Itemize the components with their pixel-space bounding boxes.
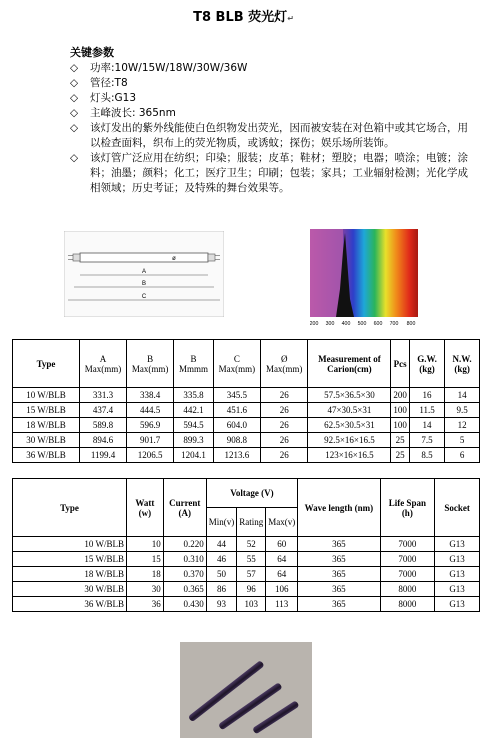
table-cell: 46 xyxy=(206,552,237,567)
table-cell: 10 W/BLB xyxy=(13,537,127,552)
col-type-header: Type xyxy=(13,479,127,537)
tube-outline xyxy=(80,253,208,262)
diamond-bullet-icon: ◇ xyxy=(70,77,79,89)
table-cell: 14 xyxy=(445,388,480,403)
dimension-a-label: A xyxy=(141,269,147,275)
table-cell: 0.365 xyxy=(163,582,206,597)
table-cell: 96 xyxy=(237,582,266,597)
left-cap xyxy=(73,254,80,261)
table-cell: 365 xyxy=(298,597,380,612)
table-cell: 26 xyxy=(260,433,307,448)
tube-dimension-diagram xyxy=(64,231,224,317)
table-row xyxy=(13,567,480,582)
table-cell: 442.1 xyxy=(174,403,214,418)
bullet-item xyxy=(70,76,470,91)
table-cell: 12 xyxy=(445,418,480,433)
table-cell: 200 xyxy=(391,388,410,403)
table-header-row xyxy=(13,479,480,508)
col-vmin-header: Min(v) xyxy=(206,508,237,537)
key-params-list xyxy=(70,61,470,196)
table-cell: 8000 xyxy=(380,582,435,597)
return-mark: ↵ xyxy=(287,14,294,23)
table-row xyxy=(13,537,480,552)
table-cell: 596.9 xyxy=(127,418,174,433)
table-cell: 62.5×30.5×31 xyxy=(308,418,391,433)
table-cell: 908.8 xyxy=(213,433,260,448)
product-photo xyxy=(180,642,312,738)
table-row xyxy=(13,582,480,597)
table-cell: 7.5 xyxy=(409,433,444,448)
tube-short xyxy=(252,700,299,734)
tube-long xyxy=(188,660,265,722)
key-params-heading-text: 关键参数 xyxy=(70,46,114,59)
bullet-item xyxy=(70,106,470,121)
diamond-bullet-icon: ◇ xyxy=(70,92,79,104)
table-cell: G13 xyxy=(435,552,480,567)
table-cell: 103 xyxy=(237,597,266,612)
table-header-row xyxy=(13,340,480,388)
table-cell: 30 W/BLB xyxy=(13,582,127,597)
diameter-label: ø xyxy=(172,256,176,262)
table-row xyxy=(13,448,480,463)
table-row xyxy=(13,597,480,612)
table-cell: 0.430 xyxy=(163,597,206,612)
table-row xyxy=(13,403,480,418)
table-cell: 0.370 xyxy=(163,567,206,582)
table-cell: 36 W/BLB xyxy=(13,448,80,463)
table-cell: 100 xyxy=(391,418,410,433)
table-cell: 365 xyxy=(298,567,380,582)
bullet-text: 管径:T8 xyxy=(90,77,128,89)
emission-spectrum-image xyxy=(310,229,418,327)
table-cell: 26 xyxy=(260,448,307,463)
table-cell: 444.5 xyxy=(127,403,174,418)
title-text: T8 BLB 荧光灯 xyxy=(193,10,288,25)
table-cell: 50 xyxy=(206,567,237,582)
table-cell: 44 xyxy=(206,537,237,552)
table-cell: 899.3 xyxy=(174,433,214,448)
col-diameter-header: Ø Max(mm) xyxy=(260,340,307,388)
col-carton-header: Measurement of Carion(cm) xyxy=(308,340,391,388)
col-wavelength-header: Wave length (nm) xyxy=(298,479,380,537)
col-a-header: A Max(mm) xyxy=(80,340,127,388)
table-cell: 451.6 xyxy=(213,403,260,418)
col-socket-header: Socket xyxy=(435,479,480,537)
bullet-text: 该灯管广泛应用在纺织；印染；服装；皮革；鞋材；塑胶；电器；喷涂；电镀；涂料；油墨；颜料；化工；医疗卫生；印刷；包装；家具；工业辐射检测；光化学成相领域；历史考证；及特殊的舞台效果等。 xyxy=(90,152,468,194)
bullet-item xyxy=(70,121,470,151)
table-cell: 0.220 xyxy=(163,537,206,552)
table-cell: 365 xyxy=(298,582,380,597)
table-cell: 57 xyxy=(237,567,266,582)
col-lifespan-header: Life Span (h) xyxy=(380,479,435,537)
dimension-b-label: B xyxy=(141,281,147,287)
col-type-header: Type xyxy=(13,340,80,388)
table-cell: 894.6 xyxy=(80,433,127,448)
table-cell: G13 xyxy=(435,537,480,552)
table-cell: 16 xyxy=(409,388,444,403)
bullet-item xyxy=(70,151,470,196)
col-nw-header: N.W.(kg) xyxy=(445,340,480,388)
bullet-item xyxy=(70,91,470,106)
diamond-bullet-icon: ◇ xyxy=(70,122,79,134)
table-cell: 1206.5 xyxy=(127,448,174,463)
spectrum-tick-label: 500 xyxy=(357,321,367,327)
bullet-text: 功率:10W/15W/18W/30W/36W xyxy=(90,62,248,74)
bullet-item xyxy=(70,61,470,76)
bullet-text: 主峰波长: 365nm xyxy=(90,107,176,119)
table-cell: G13 xyxy=(435,567,480,582)
table-cell: 901.7 xyxy=(127,433,174,448)
table-cell: 15 W/BLB xyxy=(13,403,80,418)
table-cell: 331.3 xyxy=(80,388,127,403)
table-cell: 1213.6 xyxy=(213,448,260,463)
diamond-bullet-icon: ◇ xyxy=(70,62,79,74)
table-cell: 25 xyxy=(391,448,410,463)
table-cell: 64 xyxy=(266,567,298,582)
table-cell: 365 xyxy=(298,537,380,552)
table-cell: 604.0 xyxy=(213,418,260,433)
table-cell: G13 xyxy=(435,597,480,612)
table-cell: 30 xyxy=(126,582,163,597)
table-cell: 52 xyxy=(237,537,266,552)
table-cell: 92.5×16×16.5 xyxy=(308,433,391,448)
col-current-header: Current (A) xyxy=(163,479,206,537)
table-cell: 57.5×36.5×30 xyxy=(308,388,391,403)
spectrum-tick-label: 400 xyxy=(341,321,351,327)
table-cell: 338.4 xyxy=(127,388,174,403)
table-cell: 26 xyxy=(260,388,307,403)
diamond-bullet-icon: ◇ xyxy=(70,152,79,164)
col-b-max-header: B Max(mm) xyxy=(127,340,174,388)
bullet-text: 灯头:G13 xyxy=(90,92,137,104)
table-cell: 10 W/BLB xyxy=(13,388,80,403)
table-cell: 18 W/BLB xyxy=(13,567,127,582)
table-cell: 15 xyxy=(126,552,163,567)
table-row xyxy=(13,418,480,433)
table-cell: 335.8 xyxy=(174,388,214,403)
electrical-table xyxy=(12,478,480,612)
table-cell: G13 xyxy=(435,582,480,597)
table-cell: 100 xyxy=(391,403,410,418)
right-cap xyxy=(208,254,215,261)
col-b-min-header: B Mmmm xyxy=(174,340,214,388)
key-params-heading xyxy=(70,44,114,60)
table-cell: 1199.4 xyxy=(80,448,127,463)
table-cell: 86 xyxy=(206,582,237,597)
table-row xyxy=(13,552,480,567)
spectrum-tick-label: 600 xyxy=(373,321,383,327)
diamond-bullet-icon: ◇ xyxy=(70,107,79,119)
table-cell: 26 xyxy=(260,403,307,418)
col-vmax-header: Max(v) xyxy=(266,508,298,537)
spectrum-tick-label: 200 xyxy=(310,321,319,327)
spectrum-tick-label: 700 xyxy=(389,321,399,327)
table-cell: 437.4 xyxy=(80,403,127,418)
spectrum-tick-label: 800 xyxy=(406,321,416,327)
table-cell: 25 xyxy=(391,433,410,448)
table-cell: 36 W/BLB xyxy=(13,597,127,612)
table-cell: 123×16×16.5 xyxy=(308,448,391,463)
table-row xyxy=(13,388,480,403)
dimensions-table xyxy=(12,339,480,463)
table-cell: 18 xyxy=(126,567,163,582)
table-cell: 1204.1 xyxy=(174,448,214,463)
table-cell: 10 xyxy=(126,537,163,552)
col-watt-header: Watt (w) xyxy=(126,479,163,537)
spectrum-tick-label: 300 xyxy=(325,321,335,327)
table-row xyxy=(13,433,480,448)
bullet-text: 该灯发出的紫外线能使白色织物发出荧光，因而被安装在对色箱中或其它场合，用以检查面料，织布上的荧光物质，或诱蚊；探伤；娱乐场所装饰。 xyxy=(90,122,468,149)
table-cell: 0.310 xyxy=(163,552,206,567)
table-cell: 14 xyxy=(409,418,444,433)
table-cell: 30 W/BLB xyxy=(13,433,80,448)
table-cell: 589.8 xyxy=(80,418,127,433)
table-cell: 18 W/BLB xyxy=(13,418,80,433)
table-cell: 113 xyxy=(266,597,298,612)
table-cell: 60 xyxy=(266,537,298,552)
table-cell: 106 xyxy=(266,582,298,597)
page-title xyxy=(0,6,487,25)
col-c-header: C Max(mm) xyxy=(213,340,260,388)
col-pcs-header: Pcs xyxy=(391,340,410,388)
table-cell: 8.5 xyxy=(409,448,444,463)
table-cell: 93 xyxy=(206,597,237,612)
col-voltage-header: Voltage (V) xyxy=(206,479,298,508)
table-cell: 9.5 xyxy=(445,403,480,418)
table-cell: 5 xyxy=(445,433,480,448)
table-cell: 345.5 xyxy=(213,388,260,403)
table-cell: 36 xyxy=(126,597,163,612)
table-cell: 7000 xyxy=(380,552,435,567)
dimension-c-label: C xyxy=(141,294,147,300)
table-cell: 26 xyxy=(260,418,307,433)
table-cell: 365 xyxy=(298,552,380,567)
table-cell: 55 xyxy=(237,552,266,567)
table-cell: 15 W/BLB xyxy=(13,552,127,567)
col-gw-header: G.W.(kg) xyxy=(409,340,444,388)
table-cell: 7000 xyxy=(380,537,435,552)
table-cell: 11.5 xyxy=(409,403,444,418)
table-cell: 64 xyxy=(266,552,298,567)
table-cell: 7000 xyxy=(380,567,435,582)
table-cell: 594.5 xyxy=(174,418,214,433)
table-cell: 8000 xyxy=(380,597,435,612)
table-cell: 47×30.5×31 xyxy=(308,403,391,418)
table-cell: 6 xyxy=(445,448,480,463)
col-vrating-header: Rating xyxy=(237,508,266,537)
